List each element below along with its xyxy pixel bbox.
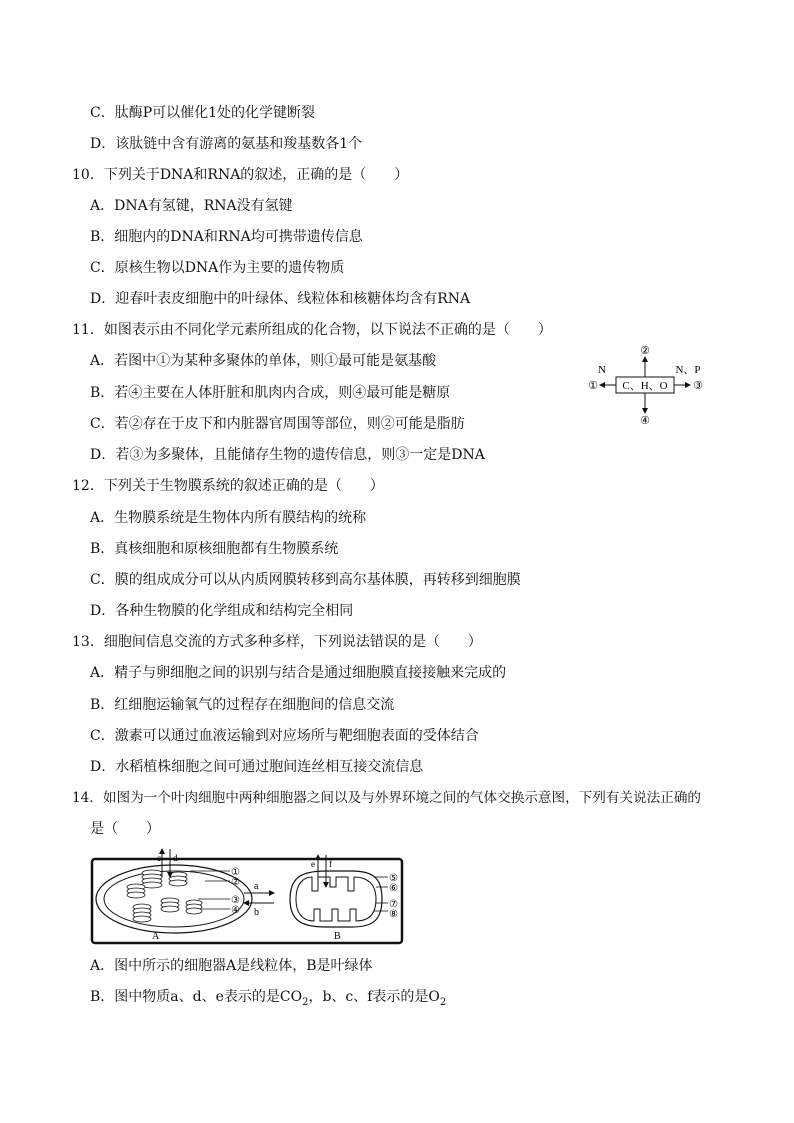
option-10a: A．DNA有氢键，RNA没有氢键 bbox=[90, 198, 293, 214]
compound-1-label: ① bbox=[588, 380, 598, 392]
option-12c: C．膜的组成成分可以从内质网膜转移到高尔基体膜，再转移到细胞膜 bbox=[90, 572, 521, 588]
option-10c: C．原核生物以DNA作为主要的遗传物质 bbox=[90, 260, 345, 276]
question-14: 14．如图为一个叶肉细胞中两种细胞器之间以及与外界环境之间的气体交换示意图，下列有关说法正确的 bbox=[72, 790, 702, 806]
question-14-cont: 是（ ） bbox=[90, 821, 160, 837]
element-np-label: N、P bbox=[675, 364, 701, 376]
option-14b: B．图中物质a、d、e表示的是$CO_2$，b、c、f表示的是$O_2$ bbox=[90, 989, 447, 1008]
label-f: f bbox=[329, 859, 332, 869]
label-7: ⑦ bbox=[389, 899, 398, 910]
option-13d: D．水稻植株细胞之间可通过胞间连丝相互接交流信息 bbox=[90, 759, 424, 775]
label-B: B bbox=[334, 931, 341, 942]
option-13b: B．红细胞运输氧气的过程存在细胞间的信息交流 bbox=[90, 697, 395, 713]
compound-4-label: ④ bbox=[640, 415, 650, 427]
compound-3-label: ③ bbox=[693, 380, 703, 392]
option-14a: A．图中所示的细胞器A是线粒体，B是叶绿体 bbox=[90, 958, 373, 974]
label-a: a bbox=[254, 881, 259, 892]
compound-2-label: ② bbox=[640, 345, 650, 357]
option-11c: C．若②存在于皮下和内脏器官周围等部位，则②可能是脂肪 bbox=[90, 416, 465, 432]
question-12: 12．下列关于生物膜系统的叙述正确的是（ ） bbox=[72, 478, 384, 494]
label-2: ② bbox=[231, 877, 240, 888]
label-e: e bbox=[311, 859, 315, 869]
question-10: 10．下列关于DNA和RNA的叙述，正确的是（ ） bbox=[72, 167, 409, 183]
option-12b: B．真核细胞和原核细胞都有生物膜系统 bbox=[90, 541, 339, 557]
label-b: b bbox=[254, 907, 259, 918]
label-6: ⑥ bbox=[389, 883, 398, 894]
option-9c: C．肽酶P可以催化1处的化学键断裂 bbox=[90, 105, 316, 121]
figure-11-element-diagram bbox=[584, 343, 708, 427]
mitochondrion-cristae bbox=[296, 877, 376, 921]
option-11d: D．若③为多聚体，且能储存生物的遗传信息，则③一定是DNA bbox=[90, 447, 485, 463]
option-11a: A．若图中①为某种多聚体的单体，则①最可能是氨基酸 bbox=[90, 353, 437, 369]
element-box-label: C、H、O bbox=[622, 380, 668, 392]
label-4: ④ bbox=[231, 905, 240, 916]
label-1: ① bbox=[231, 867, 240, 878]
option-12a: A．生物膜系统是生物体内所有膜结构的统称 bbox=[90, 510, 367, 526]
option-11b: B．若④主要在人体肝脏和肌肉内合成，则④最可能是糖原 bbox=[90, 385, 451, 401]
option-12d: D．各种生物膜的化学组成和结构完全相同 bbox=[90, 603, 354, 619]
option-9d: D．该肽链中含有游离的氨基和羧基数各1个 bbox=[90, 136, 363, 152]
option-13a: A．精子与卵细胞之间的识别与结合是通过细胞膜直接接触来完成的 bbox=[90, 665, 507, 681]
label-5: ⑤ bbox=[389, 873, 398, 884]
option-10d: D．迎春叶表皮细胞中的叶绿体、线粒体和核糖体均含有RNA bbox=[90, 291, 471, 307]
label-d: d bbox=[173, 853, 178, 863]
label-A: A bbox=[152, 931, 160, 942]
question-11: 11．如图表示由不同化学元素所组成的化合物，以下说法不正确的是（ ） bbox=[72, 322, 552, 338]
label-c: c bbox=[157, 853, 161, 863]
figure-14-organelle-diagram bbox=[90, 847, 404, 947]
label-8: ⑧ bbox=[389, 909, 398, 920]
grana bbox=[127, 870, 202, 922]
element-n-label: N bbox=[598, 364, 606, 376]
option-10b: B．细胞内的DNA和RNA均可携带遗传信息 bbox=[90, 229, 363, 245]
question-13: 13．细胞间信息交流的方式多种多样，下列说法错误的是（ ） bbox=[72, 634, 482, 650]
option-13c: C．激素可以通过血液运输到对应场所与靶细胞表面的受体结合 bbox=[90, 728, 479, 744]
label-3: ③ bbox=[231, 895, 240, 906]
